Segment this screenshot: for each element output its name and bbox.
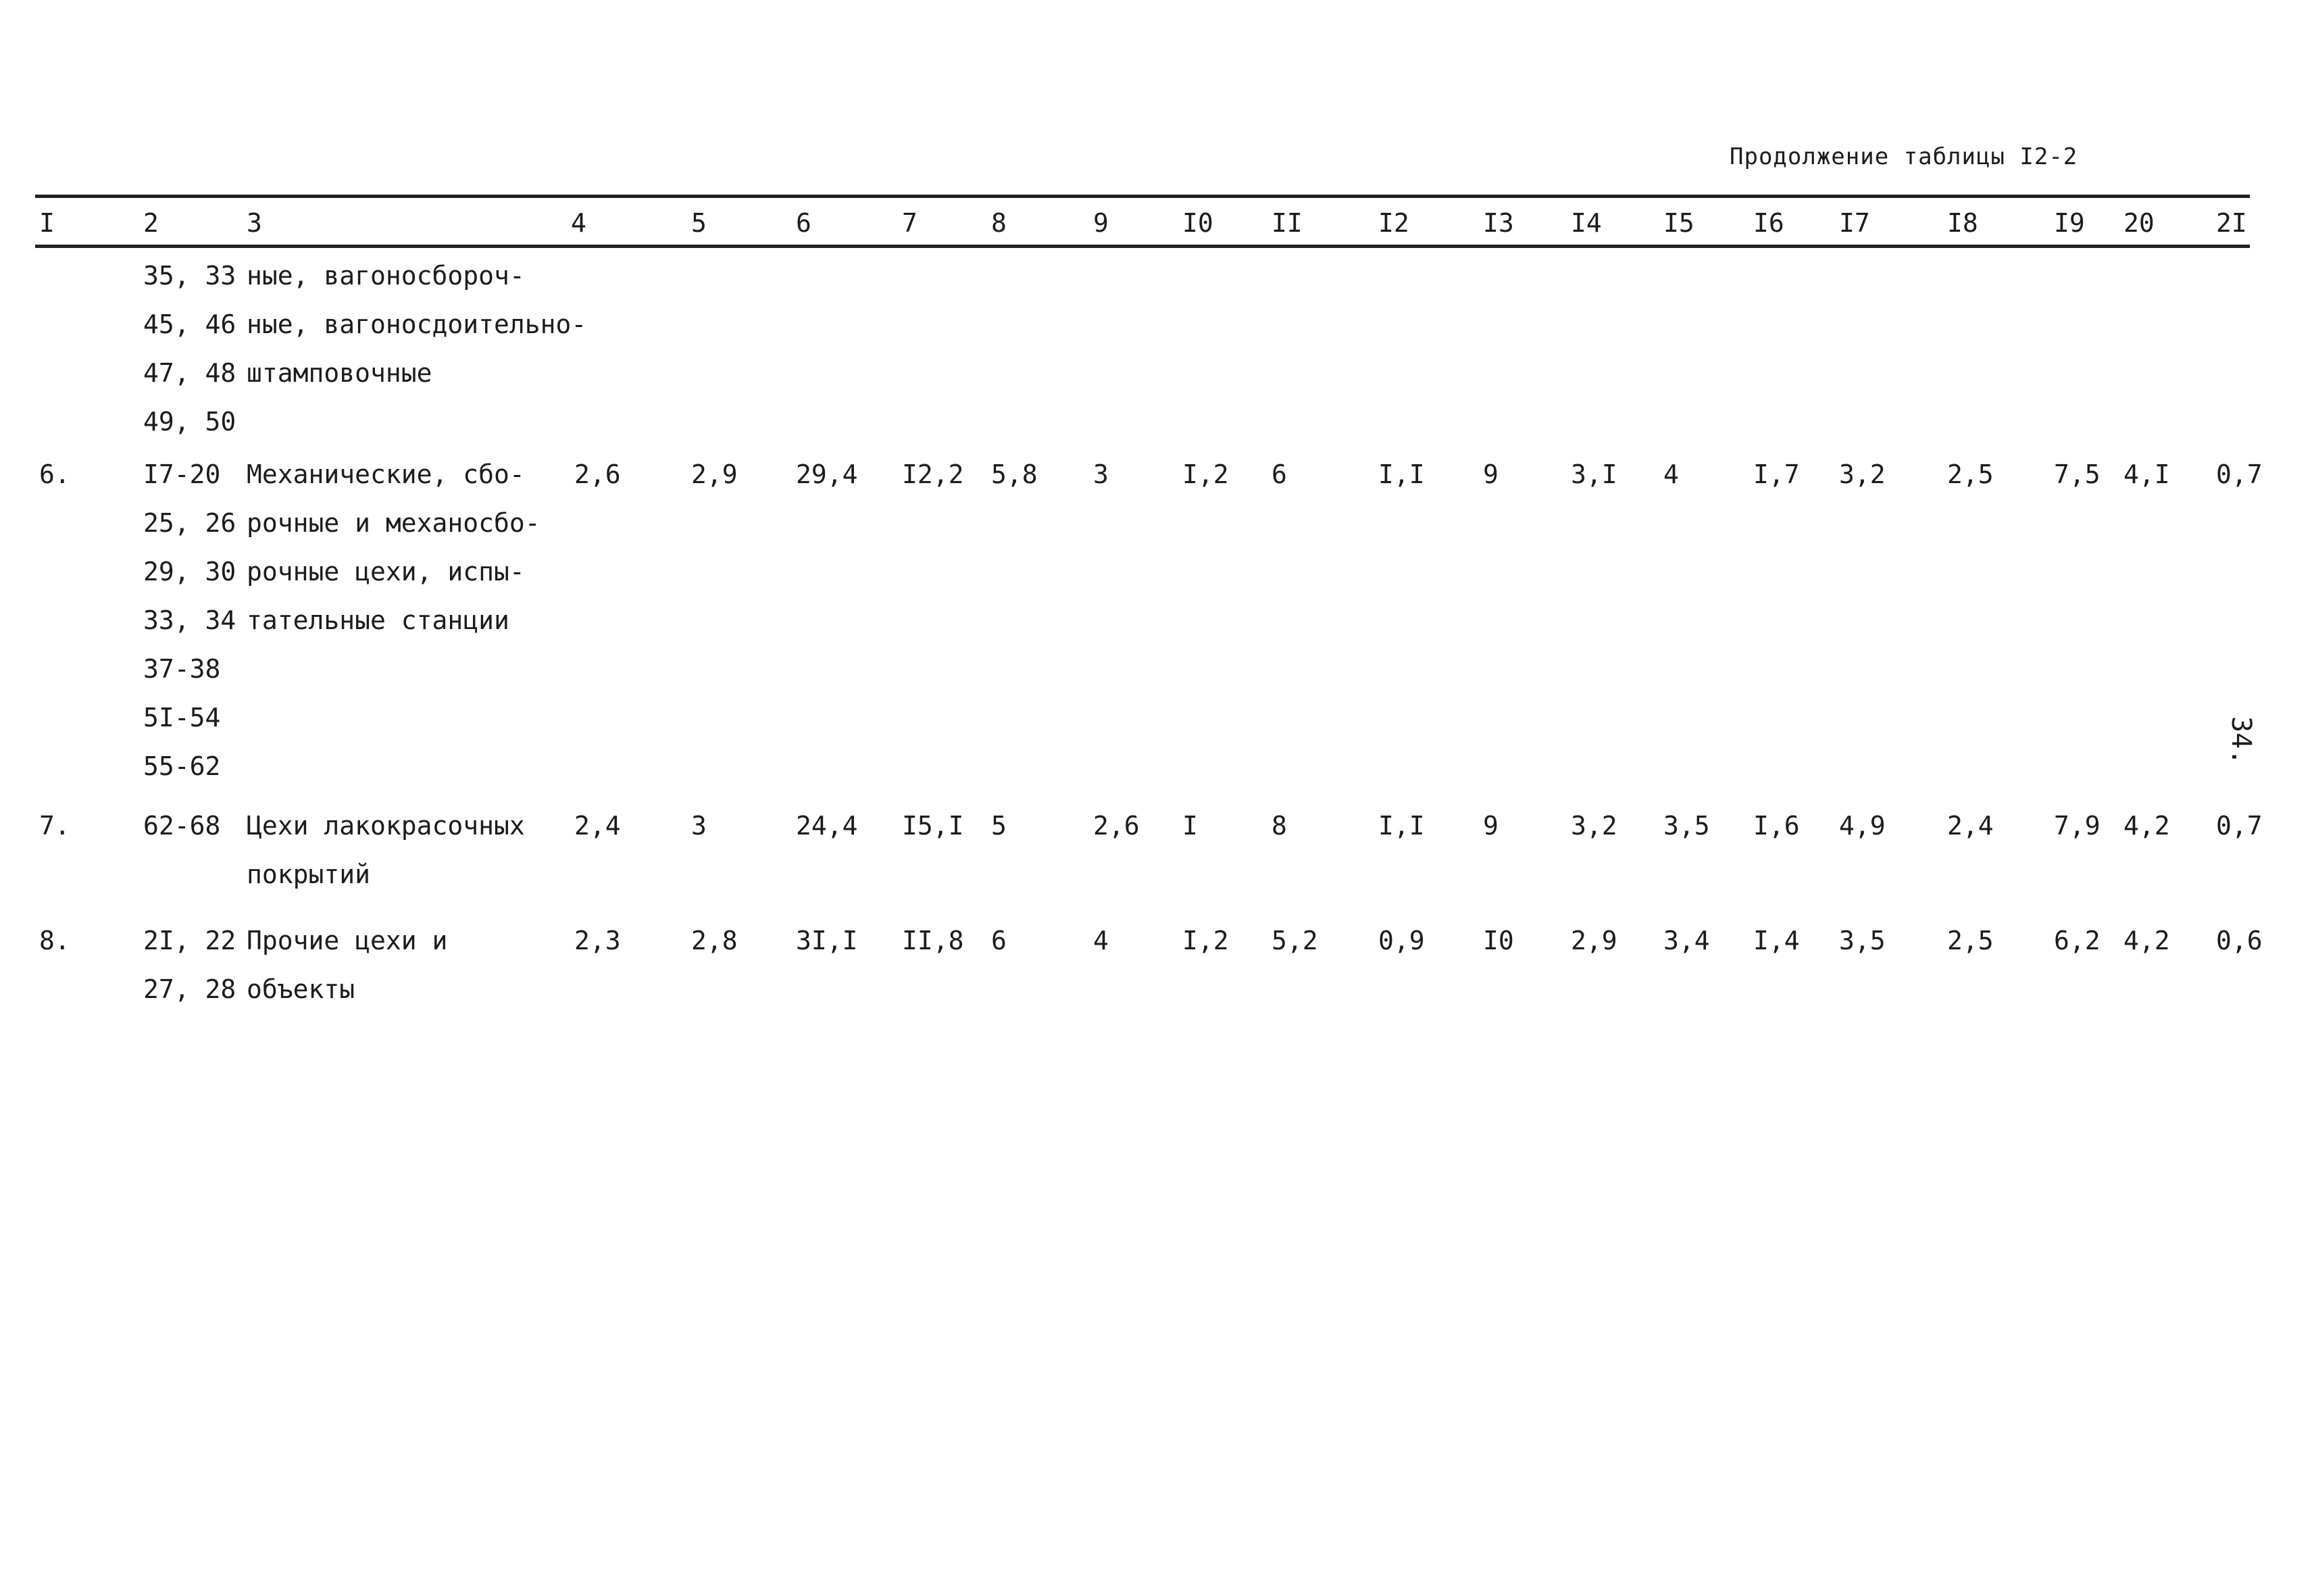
- row-code: 33, 34: [143, 605, 236, 635]
- value-cell: I,I: [1378, 459, 1425, 489]
- value-cell: 4,I: [2123, 459, 2170, 489]
- row-code: I7-20: [143, 459, 221, 489]
- row-code: 2I, 22: [143, 926, 236, 955]
- page-number: 34.: [2225, 716, 2257, 766]
- row-description: тательные станции: [247, 605, 509, 635]
- row-description: рочные цехи, испы-: [247, 557, 525, 587]
- value-cell: 0,6: [2216, 926, 2263, 955]
- header-col-4: 4: [571, 208, 586, 238]
- value-cell: 3I,I: [796, 926, 858, 955]
- row-code: 25, 26: [143, 508, 236, 538]
- value-cell: 2,5: [1947, 459, 1994, 489]
- value-cell: 9: [1483, 811, 1499, 841]
- value-cell: 0,9: [1378, 926, 1425, 955]
- header-col-6: 6: [796, 208, 811, 238]
- row-code: 29, 30: [143, 557, 236, 587]
- header-col-8: 8: [991, 208, 1007, 238]
- row-description: ные, вагоносбороч-: [247, 261, 525, 291]
- header-col-15: I5: [1663, 208, 1694, 238]
- value-cell: 7,5: [2054, 459, 2101, 489]
- value-cell: 0,7: [2216, 811, 2263, 841]
- value-cell: 5,8: [991, 459, 1038, 489]
- value-cell: 29,4: [796, 459, 858, 489]
- row-description: рочные и механосбо-: [247, 508, 540, 538]
- row-number: 7.: [39, 811, 70, 841]
- value-cell: 2,9: [1571, 926, 1617, 955]
- value-cell: I,2: [1182, 926, 1229, 955]
- row-code: 55-62: [143, 751, 221, 781]
- value-cell: 2,9: [691, 459, 738, 489]
- value-cell: 5: [991, 811, 1007, 841]
- value-cell: 4,2: [2123, 926, 2170, 955]
- value-cell: 3,2: [1571, 811, 1617, 841]
- header-col-7: 7: [902, 208, 917, 238]
- row-code: 49, 50: [143, 407, 236, 437]
- row-code: 27, 28: [143, 974, 236, 1004]
- value-cell: 2,6: [1093, 811, 1140, 841]
- table-caption: Продолжение таблицы I2-2: [1730, 143, 2078, 170]
- value-cell: 4: [1093, 926, 1109, 955]
- row-code: 37-38: [143, 654, 221, 684]
- row-code: 35, 33: [143, 261, 236, 291]
- value-cell: 4: [1663, 459, 1679, 489]
- value-cell: 3,I: [1571, 459, 1617, 489]
- value-cell: 3,4: [1663, 926, 1710, 955]
- value-cell: I,I: [1378, 811, 1425, 841]
- value-cell: 2,6: [574, 459, 621, 489]
- value-cell: I5,I: [902, 811, 964, 841]
- value-cell: 6: [991, 926, 1007, 955]
- value-cell: 3,5: [1839, 926, 1886, 955]
- value-cell: I,7: [1753, 459, 1800, 489]
- row-description: Прочие цехи и: [247, 926, 448, 955]
- header-col-10: I0: [1182, 208, 1213, 238]
- value-cell: 8: [1272, 811, 1287, 841]
- value-cell: I: [1182, 811, 1198, 841]
- value-cell: I,4: [1753, 926, 1800, 955]
- row-code: 62-68: [143, 811, 221, 841]
- row-description: Цехи лакокрасочных: [247, 811, 525, 841]
- header-col-1: I: [39, 208, 55, 238]
- value-cell: I2,2: [902, 459, 964, 489]
- value-cell: 2,4: [1947, 811, 1994, 841]
- value-cell: I,6: [1753, 811, 1800, 841]
- row-number: 8.: [39, 926, 70, 955]
- value-cell: 2,5: [1947, 926, 1994, 955]
- row-description: Механические, сбо-: [247, 459, 525, 489]
- header-col-14: I4: [1571, 208, 1602, 238]
- value-cell: 9: [1483, 459, 1499, 489]
- header-col-20: 20: [2123, 208, 2155, 238]
- row-description: объекты: [247, 974, 355, 1004]
- value-cell: 24,4: [796, 811, 858, 841]
- row-code: 45, 46: [143, 309, 236, 339]
- header-col-2: 2: [143, 208, 159, 238]
- value-cell: I,2: [1182, 459, 1229, 489]
- header-col-13: I3: [1483, 208, 1514, 238]
- table-top-rule: [35, 195, 2250, 198]
- value-cell: 3,5: [1663, 811, 1710, 841]
- value-cell: 7,9: [2054, 811, 2101, 841]
- value-cell: 4,2: [2123, 811, 2170, 841]
- value-cell: I0: [1483, 926, 1514, 955]
- row-description: штамповочные: [247, 358, 432, 388]
- value-cell: 2,3: [574, 926, 621, 955]
- header-col-19: I9: [2054, 208, 2085, 238]
- value-cell: 3: [1093, 459, 1109, 489]
- value-cell: 3: [691, 811, 707, 841]
- header-col-17: I7: [1839, 208, 1870, 238]
- value-cell: 5,2: [1272, 926, 1318, 955]
- value-cell: 0,7: [2216, 459, 2263, 489]
- value-cell: 6,2: [2054, 926, 2101, 955]
- header-col-18: I8: [1947, 208, 1978, 238]
- header-col-5: 5: [691, 208, 707, 238]
- header-col-9: 9: [1093, 208, 1109, 238]
- row-description: покрытий: [247, 859, 371, 889]
- row-number: 6.: [39, 459, 70, 489]
- value-cell: 6: [1272, 459, 1287, 489]
- header-col-11: II: [1272, 208, 1303, 238]
- value-cell: II,8: [902, 926, 964, 955]
- value-cell: 3,2: [1839, 459, 1886, 489]
- header-col-16: I6: [1753, 208, 1784, 238]
- header-col-3: 3: [247, 208, 262, 238]
- row-code: 47, 48: [143, 358, 236, 388]
- header-bottom-rule: [35, 245, 2250, 248]
- value-cell: 2,4: [574, 811, 621, 841]
- row-code: 5I-54: [143, 703, 221, 732]
- value-cell: 4,9: [1839, 811, 1886, 841]
- value-cell: 2,8: [691, 926, 738, 955]
- header-col-12: I2: [1378, 208, 1409, 238]
- header-col-21: 2I: [2216, 208, 2247, 238]
- row-description: ные, вагоносдоительно-: [247, 309, 587, 339]
